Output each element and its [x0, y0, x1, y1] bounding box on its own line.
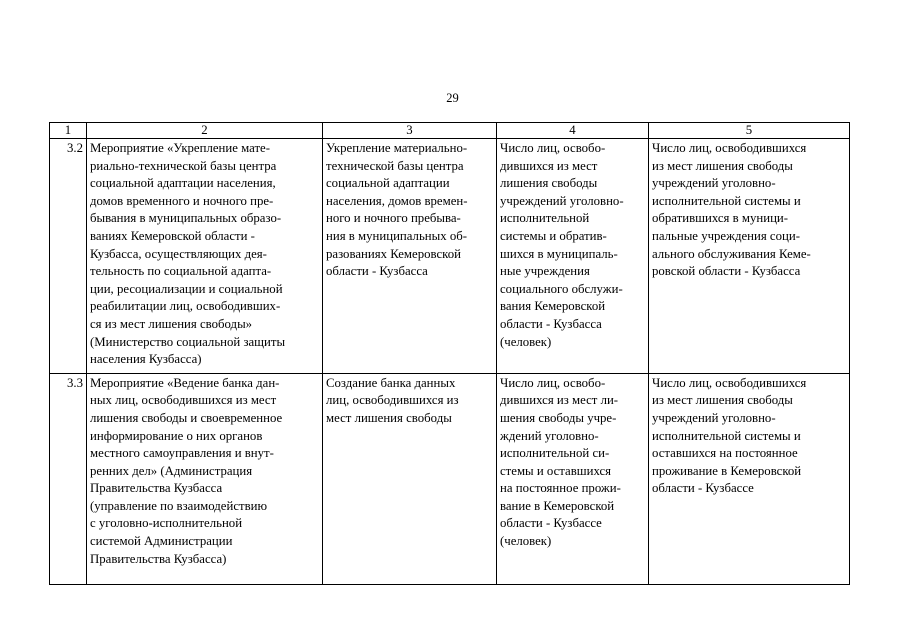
- measure-cell: Мероприятие «Укрепление мате- риально-технической базы центра социальной адаптации населения, домов временного и ночного пре- бывания в муниципальных образо- ваниях Кемеровской области - Кузбасса, осуществляющих дея- тельность по социальной адапта- ции, ресоциализации и социальной реабилитации лиц, освободивших- ся из мест лишения свободы» (Министерство социальной защиты населения Кузбасса): [87, 139, 323, 374]
- header-row: [50, 123, 850, 139]
- indicator-cell: Число лиц, освобо- дившихся из мест ли- шения свободы учре- ждений уголовно- исполнительной си- стемы и оставшихся на постоянное прожи- вание в Кемеровской области - Кузбассе (человек): [497, 373, 649, 585]
- table-body: [50, 139, 850, 585]
- result-cell: Укрепление материально- технической базы центра социальной адаптации населения, домов времен- ного и ночного пребыва- ния в муниципальных об- разованиях Кемеровской области - Кузбасса: [323, 139, 497, 374]
- definition-cell: Число лиц, освободившихся из мест лишения свободы учреждений уголовно- исполнительной системы и оставшихся на постоянное проживание в Кемеровской области - Кузбассе: [649, 373, 850, 585]
- measure-cell: Мероприятие «Ведение банка дан- ных лиц, освободившихся из мест лишения свободы и своевременное информирование о них органов местного самоуправления и внут- ренних дел» (Администрация Правительства Кузбасса (управление по взаимодействию с уголовно-исполнительной системой Администрации Правительства Кузбасса): [87, 373, 323, 585]
- column-header-1: 1: [50, 123, 87, 139]
- row-number: 3.3: [50, 373, 87, 585]
- table-row: [50, 373, 850, 585]
- definition-cell: Число лиц, освободившихся из мест лишения свободы учреждений уголовно- исполнительной системы и обратившихся в муници- пальные учреждения соци- ального обслуживания Кеме- ровской области - Кузбасса: [649, 139, 850, 374]
- table-row: [50, 139, 850, 374]
- column-header-3: 3: [323, 123, 497, 139]
- page-number: 29: [446, 91, 459, 105]
- measures-table: [49, 122, 850, 585]
- table-header: [50, 123, 850, 139]
- indicator-cell: Число лиц, освобо- дившихся из мест лишения свободы учреждений уголовно- исполнительной системы и обратив- шихся в муниципаль- ные учреждения социального обслужи- вания Кемеровской области - Кузбасса (человек): [497, 139, 649, 374]
- row-number: 3.2: [50, 139, 87, 374]
- column-header-4: 4: [497, 123, 649, 139]
- column-header-5: 5: [649, 123, 850, 139]
- column-header-2: 2: [87, 123, 323, 139]
- result-cell: Создание банка данных лиц, освободившихся из мест лишения свободы: [323, 373, 497, 585]
